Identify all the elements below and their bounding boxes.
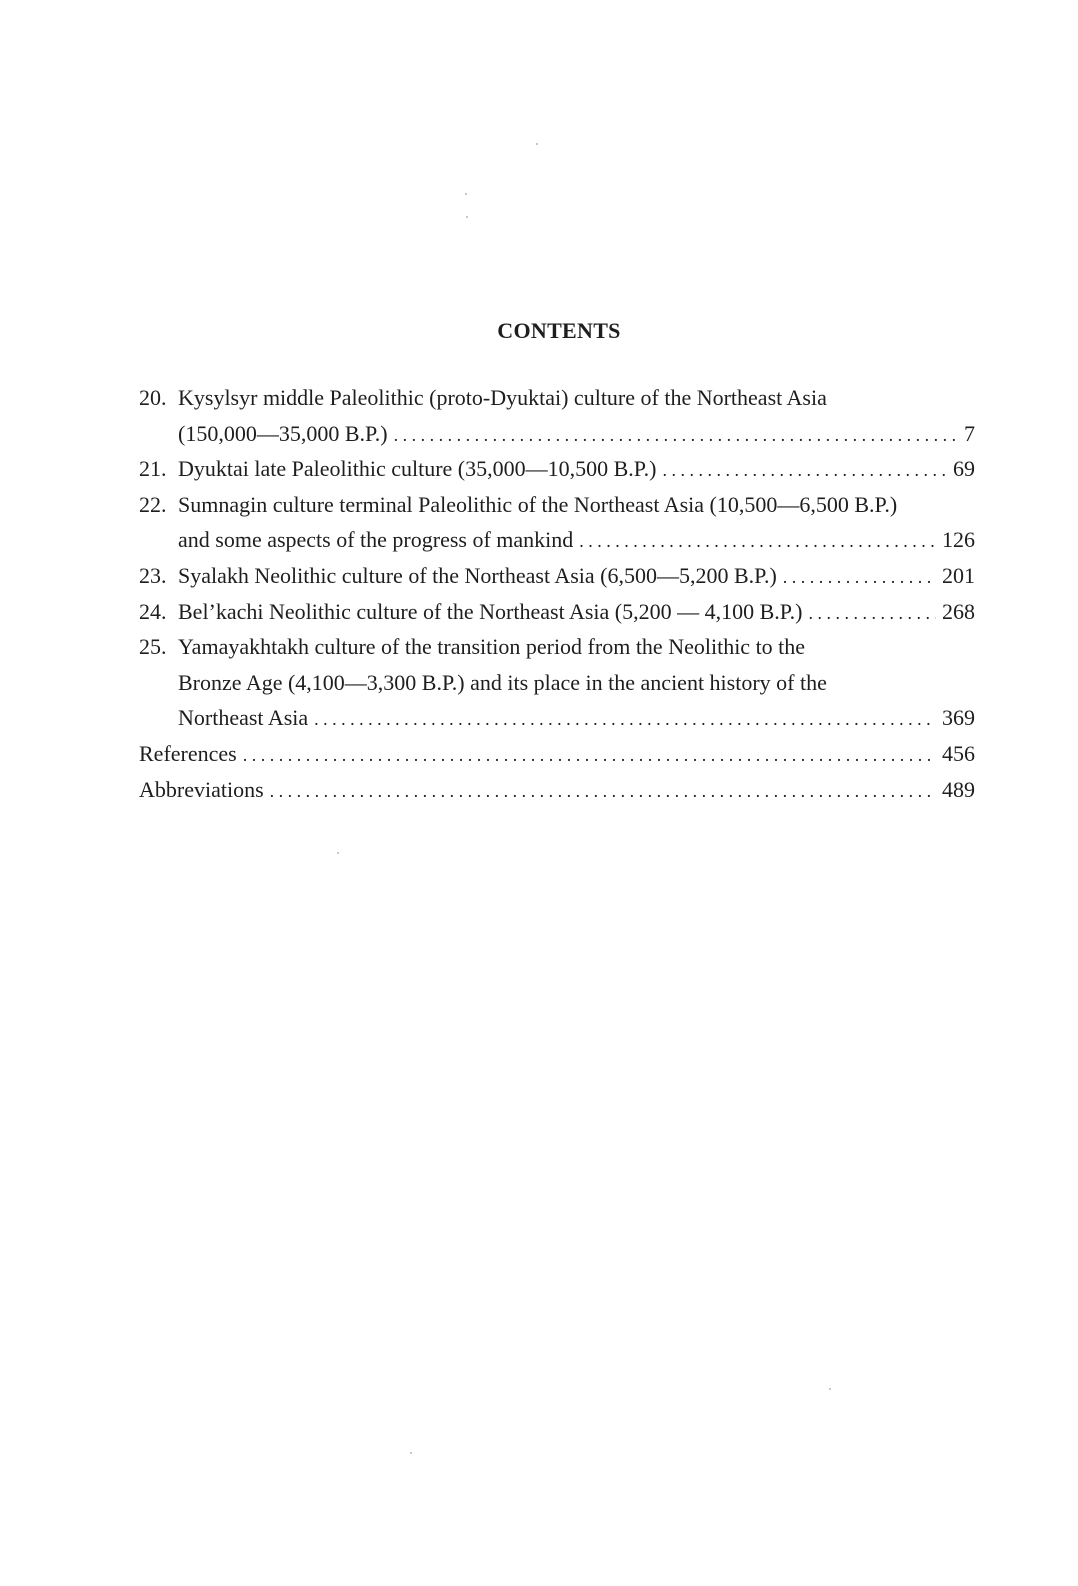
scan-speck bbox=[465, 193, 467, 195]
dot-leader bbox=[243, 738, 936, 774]
toc-entry-title: Northeast Asia bbox=[178, 705, 309, 731]
dot-leader bbox=[808, 596, 936, 632]
toc-entry-title: Bronze Age (4,100—3,300 B.P.) and its place in the ancient history of the bbox=[178, 669, 827, 695]
toc-page-number: 126 bbox=[942, 527, 975, 553]
toc-entry-title: Sumnagin culture terminal Paleolithic of the Northeast Asia (10,500—6,500 B.P.) bbox=[178, 491, 898, 517]
scan-speck bbox=[410, 1452, 412, 1454]
toc-entry-number: 22. bbox=[139, 491, 167, 517]
scan-speck bbox=[536, 143, 538, 145]
toc-entry-title: Kysylsyr middle Paleolithic (proto-Dyuktai) culture of the Northeast Asia bbox=[178, 385, 827, 410]
toc-entry-number: 23. bbox=[139, 562, 167, 588]
toc-entry-number: 21. bbox=[139, 456, 167, 482]
scan-speck bbox=[829, 1388, 831, 1390]
toc-entry-title: Yamayakhtakh culture of the transition period from the Neolithic to the bbox=[178, 634, 806, 660]
page-title: CONTENTS bbox=[497, 318, 621, 343]
toc-entry-number: 20. bbox=[139, 385, 167, 410]
scan-speck bbox=[337, 852, 339, 854]
table-of-contents bbox=[139, 380, 975, 807]
toc-page-number: 456 bbox=[942, 740, 975, 766]
toc-page-number: 369 bbox=[942, 705, 975, 731]
toc-entry-title: Bel’kachi Neolithic culture of the Northeast Asia (5,200 — 4,100 B.P.) bbox=[178, 598, 803, 624]
toc-abbreviations bbox=[139, 772, 975, 808]
toc-entry-21 bbox=[139, 451, 975, 487]
toc-entry-25-line-3 bbox=[139, 700, 975, 736]
toc-entry-number: 25. bbox=[139, 634, 167, 660]
toc-entry-title: Dyuktai late Paleolithic culture (35,000—10,500 B.P.) bbox=[178, 456, 657, 482]
toc-entry-25-line-1 bbox=[139, 629, 975, 665]
toc-entry-25-line-2 bbox=[139, 665, 975, 701]
dot-leader bbox=[579, 524, 936, 560]
toc-entry-title: Abbreviations bbox=[139, 776, 264, 802]
toc-entry-title: and some aspects of the progress of mankind bbox=[178, 527, 574, 553]
dot-leader bbox=[270, 774, 936, 810]
toc-entry-number: 24. bbox=[139, 598, 167, 624]
dot-leader bbox=[783, 560, 936, 596]
toc-entry-22-line-1 bbox=[139, 487, 975, 523]
dot-leader bbox=[314, 702, 936, 738]
toc-entry-24 bbox=[139, 594, 975, 630]
toc-page-number: 268 bbox=[942, 598, 975, 624]
toc-entry-title: References bbox=[139, 740, 237, 766]
toc-entry-20-line-2 bbox=[139, 416, 975, 452]
toc-entry-22-line-2 bbox=[139, 522, 975, 558]
toc-references bbox=[139, 736, 975, 772]
dot-leader bbox=[662, 453, 947, 489]
toc-page-number: 69 bbox=[953, 456, 975, 482]
toc-entry-title: (150,000—35,000 B.P.) bbox=[178, 420, 388, 446]
toc-entry-23 bbox=[139, 558, 975, 594]
toc-entry-title: Syalakh Neolithic culture of the Northeast Asia (6,500—5,200 B.P.) bbox=[178, 562, 777, 588]
dot-leader bbox=[394, 418, 958, 454]
toc-entry-20-line-1 bbox=[139, 380, 975, 416]
scan-speck bbox=[466, 216, 468, 218]
toc-page-number: 201 bbox=[942, 562, 975, 588]
toc-page-number: 7 bbox=[964, 420, 975, 446]
toc-page-number: 489 bbox=[942, 776, 975, 802]
